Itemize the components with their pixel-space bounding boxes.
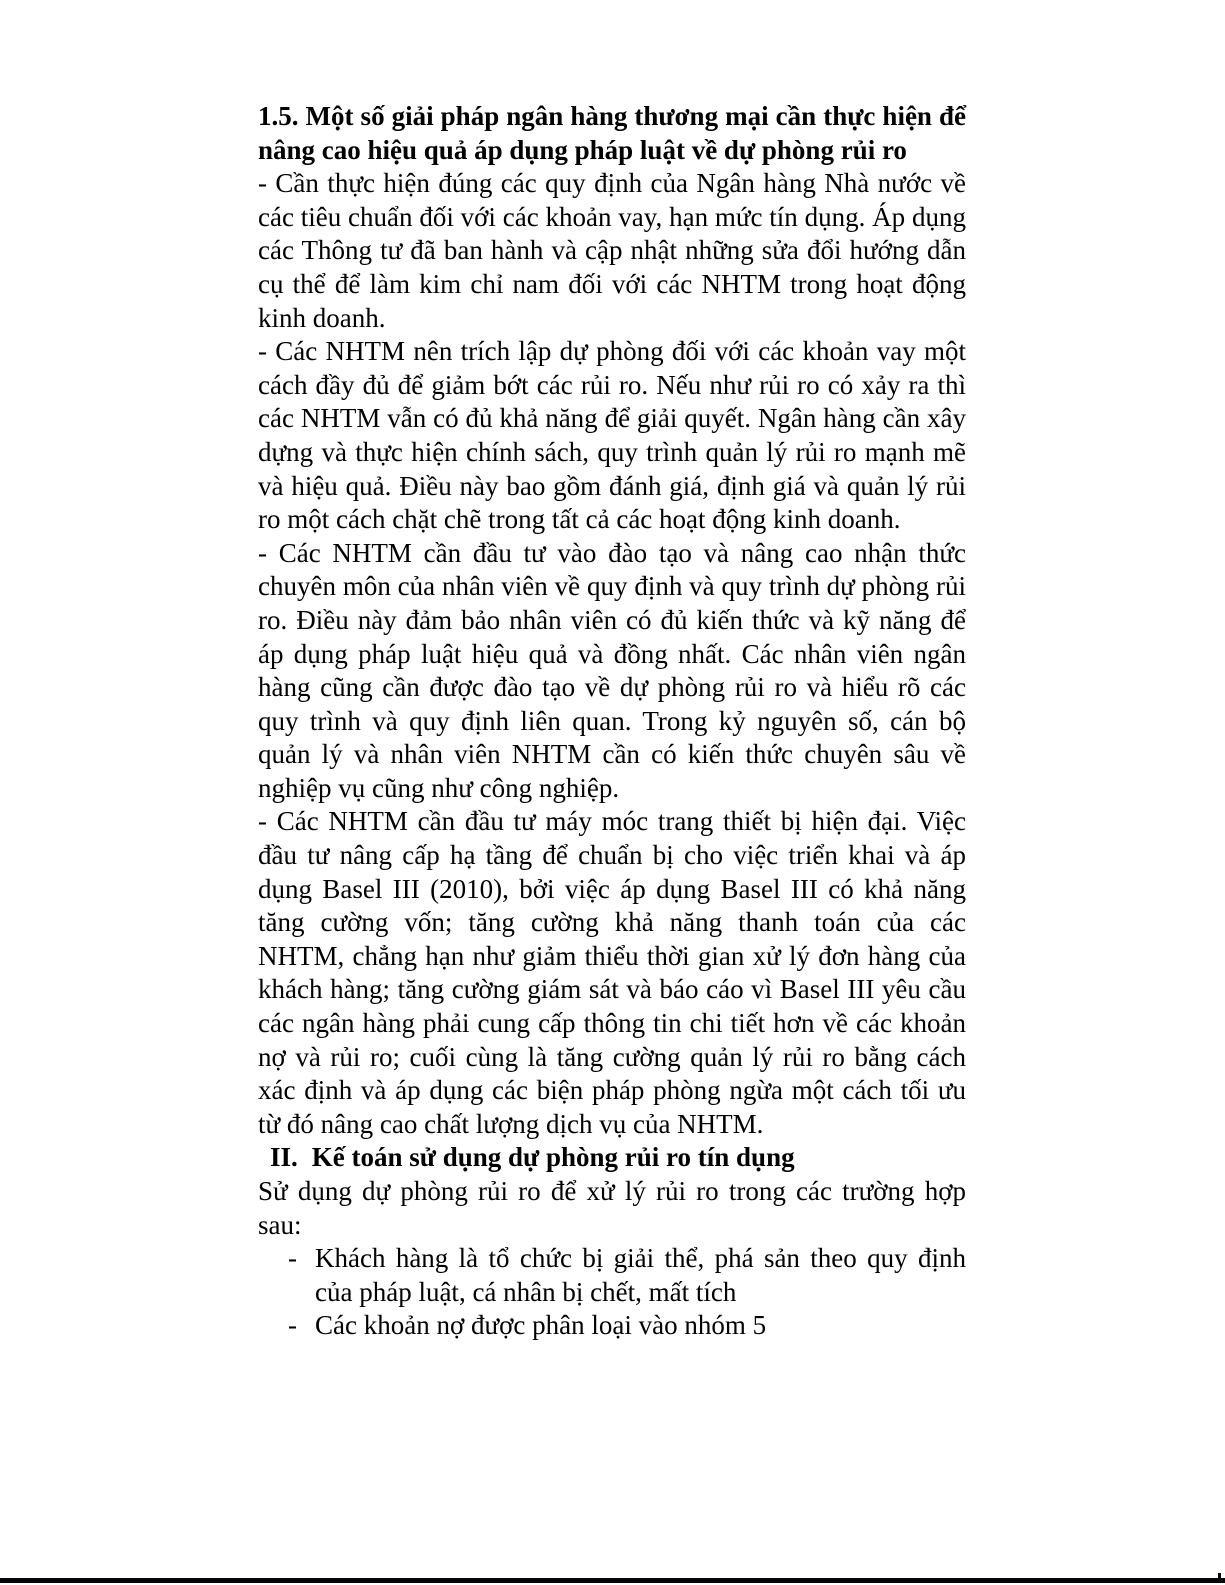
- list-item-marker: -: [288, 1310, 297, 1341]
- section-heading-1-5: 1.5. Một số giải pháp ngân hàng thương mại cần thực hiện để nâng cao hiệu quả áp dụng pháp luật về dự phòng rủi ro: [258, 101, 966, 165]
- document-body: [258, 100, 966, 1343]
- list-item: [288, 1309, 966, 1343]
- section-heading-ii: [258, 1141, 966, 1175]
- list-item: [288, 1242, 966, 1309]
- page-corner-mark: [1218, 1573, 1221, 1583]
- paragraph-regulations: - Cần thực hiện đúng các quy định của Ngân hàng Nhà nước về các tiêu chuẩn đối với các khoản vay, hạn mức tín dụng. Áp dụng các Thông tư đã ban hành và cập nhật những sửa đổi hướng dẫn cụ thể để làm kim chỉ nam đối với các NHTM trong hoạt động kinh doanh.: [258, 168, 966, 333]
- paragraph-provisioning: - Các NHTM nên trích lập dự phòng đối với các khoản vay một cách đầy đủ để giảm bớt các rủi ro. Nếu như rủi ro có xảy ra thì các NHTM vẫn có đủ khả năng để giải quyết. Ngân hàng cần xây dựng và thực hiện chính sách, quy trình quản lý rủi ro mạnh mẽ và hiệu quả. Điều này bao gồm đánh giá, định giá và quản lý rủi ro một cách chặt chẽ trong tất cả các hoạt động kinh doanh.: [258, 336, 966, 535]
- list-intro: Sử dụng dự phòng rủi ro để xử lý rủi ro trong các trường hợp sau:: [258, 1176, 966, 1240]
- list-item-marker: -: [288, 1243, 297, 1274]
- list-item-text: Các khoản nợ được phân loại vào nhóm 5: [315, 1310, 767, 1341]
- list-item-text: Khách hàng là tổ chức bị giải thể, phá sản theo quy định của pháp luật, cá nhân bị chết, mất tích: [315, 1243, 966, 1307]
- paragraph-equipment-basel: - Các NHTM cần đầu tư máy móc trang thiết bị hiện đại. Việc đầu tư nâng cấp hạ tầng để chuẩn bị cho việc triển khai và áp dụng Basel III (2010), bởi việc áp dụng Basel III có khả năng tăng cường vốn; tăng cường khả năng thanh toán của các NHTM, chẳng hạn như giảm thiểu thời gian xử lý đơn hàng của khách hàng; tăng cường giám sát và báo cáo vì Basel III yêu cầu các ngân hàng phải cung cấp thông tin chi tiết hơn về các khoản nợ và rủi ro; cuối cùng là tăng cường quản lý rủi ro bằng cách xác định và áp dụng các biện pháp phòng ngừa một cách tối ưu từ đó nâng cao chất lượng dịch vụ của NHTM.: [258, 806, 966, 1139]
- section-ii-numeral: II.: [270, 1142, 298, 1173]
- section-ii-title: Kế toán sử dụng dự phòng rủi ro tín dụng: [311, 1142, 795, 1173]
- risk-cases-list: [258, 1242, 966, 1343]
- page-bottom-border: [0, 1578, 1225, 1583]
- paragraph-training: - Các NHTM cần đầu tư vào đào tạo và nâng cao nhận thức chuyên môn của nhân viên về quy định và quy trình dự phòng rủi ro. Điều này đảm bảo nhân viên có đủ kiến thức và kỹ năng để áp dụng pháp luật hiệu quả và đồng nhất. Các nhân viên ngân hàng cũng cần được đào tạo về dự phòng rủi ro và hiểu rõ các quy trình và quy định liên quan. Trong kỷ nguyên số, cán bộ quản lý và nhân viên NHTM cần có kiến thức chuyên sâu về nghiệp vụ cũng như công nghiệp.: [258, 537, 966, 803]
